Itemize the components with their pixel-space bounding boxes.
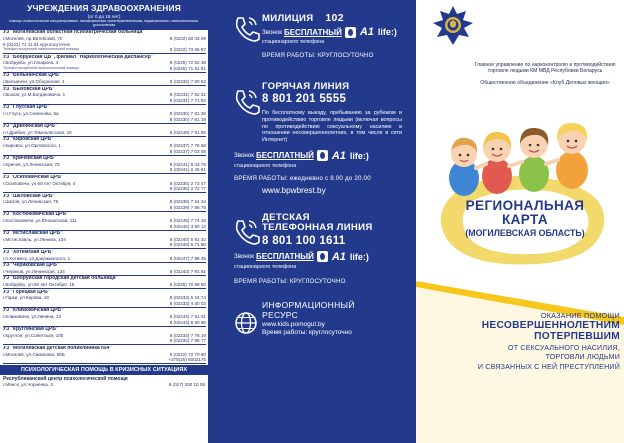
institution-note: Телефон экстренной психологической помощи	[3, 47, 80, 52]
institution-entry	[3, 124, 206, 137]
institution-name: УЗ "Дрибинская ЦРБ"	[3, 124, 58, 130]
institution-phone[interactable]: 8 (02245) 7 74 16	[169, 218, 206, 224]
institution-phone[interactable]: 8 (02232) 7 00 62	[169, 79, 206, 85]
hotline-block	[234, 81, 402, 195]
institution-entry	[3, 174, 206, 193]
free-prefix: Звонок	[234, 152, 254, 160]
institution-name: УЗ "Костюковичская ЦРБ"	[3, 212, 69, 218]
institution-address: г.Климовичи, ул.Ленина, 12	[3, 314, 62, 320]
institution-name: УЗ "Хотимская ЦРБ"	[3, 249, 54, 255]
a1-logo: A1	[359, 26, 374, 38]
children-illustration-icon	[442, 118, 602, 206]
map-title: КАРТА	[502, 212, 548, 227]
institution-phone[interactable]: 8 (02230) 7 81 19	[169, 116, 206, 122]
institution-note-phone[interactable]: 8 (0222) 73 65 97	[169, 47, 206, 53]
free-word: БЕСПЛАТНЫЙ	[255, 252, 314, 262]
info-block	[234, 301, 402, 337]
police-number[interactable]: 102	[325, 12, 344, 24]
institutions-title: УЧРЕЖДЕНИЯ ЗДРАВООХРАНЕНИЯ	[27, 3, 181, 13]
institution-entry	[3, 263, 206, 276]
life-logo: life:)	[349, 150, 369, 161]
institution-phone[interactable]: 8 (0225) 72 52 38	[169, 60, 206, 66]
institution-address: г.Могилев, пр.Витебский, 70	[3, 36, 63, 42]
statnet-note: стационарного телефона	[234, 162, 297, 169]
institution-address: г.Бобруйск, ул.Гагарина, 4	[3, 60, 59, 66]
institution-phone[interactable]: 8 (0222) 60 43 09	[169, 36, 206, 42]
mts-logo-icon	[317, 251, 328, 262]
institution-name: УЗ "Горецкая ЦРБ"	[3, 289, 51, 295]
region-name: (МОГИЛЕВСКАЯ ОБЛАСТЬ)	[465, 228, 585, 239]
institution-name: УЗ "Мстиславская ЦРБ"	[3, 231, 63, 237]
hotline-description: По бесплатному выезду, пребыванию за рубежом и противодействию торговле людьми (включая вопросы по противодействию сексуальному насилию в отношении несовершеннолетних, в том числе в сети Интернет)	[262, 110, 402, 143]
institution-phone[interactable]: 8 (02235) 2 73 47	[169, 180, 206, 186]
mts-logo-icon	[345, 27, 356, 38]
institution-address: г.Круглое, ул.Советская, 105	[3, 332, 64, 338]
phone-icon	[232, 14, 260, 42]
institution-entry	[3, 289, 206, 308]
hotline-title: ГОРЯЧАЯ ЛИНИЯ	[262, 81, 350, 92]
hotline-number[interactable]: 8 801 201 5555	[262, 93, 347, 105]
institution-address: г.Бобруйск, ул.50 лет Октября, 15	[3, 282, 75, 288]
statnet-note: стационарного телефона	[262, 39, 325, 45]
life-logo: life:)	[377, 27, 397, 37]
free-prefix: Звонок	[262, 28, 282, 36]
life-logo: life:)	[349, 251, 369, 262]
hotline-url[interactable]: www.bpwbrest.by	[262, 185, 326, 195]
institution-name: УЗ "Шкловская ЦРБ"	[3, 193, 56, 199]
institution-name: УЗ "Глусская ЦРБ"	[3, 105, 50, 111]
institution-phone[interactable]: 8 (02234) 7 68 77	[169, 338, 206, 344]
institution-address: г.Могилев, ул.Симонова, 55Б	[3, 351, 65, 357]
crisis-entry	[0, 375, 208, 389]
help-line-5: ТОРГОВЛИ ЛЮДЬМИ	[545, 353, 620, 362]
help-line-3: ПОТЕРПЕВШИМ	[534, 331, 620, 343]
institution-phone[interactable]: 8 (02244) 7 61 01	[169, 314, 206, 320]
free-word: БЕСПЛАТНЫЙ	[255, 151, 314, 161]
police-title: МИЛИЦИЯ	[262, 13, 314, 24]
info-hours: Время работы: круглосуточно	[262, 329, 352, 337]
institution-name: УЗ "Могилевская областная психиатрическая больница"	[3, 30, 145, 36]
institutions-age: (от 0 до 18 лет)	[87, 14, 121, 19]
institution-address: г.Шклов, ул.Ленинская, 78	[3, 199, 59, 205]
institution-phone[interactable]: 8 (02241) 6 46 61	[169, 167, 206, 173]
institution-phone[interactable]: 8 (0225) 70 99 60	[169, 282, 206, 288]
institution-name: УЗ "Бобруйская ЦБ", филиал "Наркологический диспансер"	[3, 54, 154, 60]
institution-entry	[3, 212, 206, 231]
a1-logo: A1	[331, 149, 346, 162]
institution-name: УЗ "Бобруйская городская детская больница"	[3, 276, 118, 282]
org-main: Главное управление по наркоконтролю и противодействию торговле людьми КМ МВД Республики Беларусь	[474, 62, 616, 75]
institution-entry	[3, 249, 206, 262]
institution-phone[interactable]: 8 (02245) 3 50 12	[169, 223, 206, 229]
help-line-6: И СВЯЗАННЫХ С НЕЙ ПРЕСТУПЛЕНИЙ	[477, 362, 620, 371]
institution-extra: 8 (0222) 71 11 61 круглосуточно	[3, 41, 71, 47]
institution-address: г.Кировск, ул.Орловского, 1	[3, 143, 61, 149]
institution-phone[interactable]: 8 (02237) 7 03 08	[169, 148, 206, 154]
institution-entry	[3, 73, 206, 86]
institution-phone[interactable]: 8 (02248) 7 91 55	[169, 129, 206, 135]
org-partner: Общественное объединение «Клуб Деловых женщин»	[480, 79, 610, 86]
police-block	[234, 12, 402, 59]
mts-logo-icon	[317, 150, 328, 161]
regional-title: РЕГИОНАЛЬНАЯ	[465, 198, 585, 213]
institution-note: Телефон экстренной психологической помощи	[3, 65, 80, 70]
institution-name: УЗ "Чериковская ЦРБ"	[3, 263, 60, 269]
institution-phone[interactable]: 8 (02231) 7 71 83	[169, 97, 206, 103]
institution-name: УЗ "Кричевская ЦРБ"	[3, 156, 57, 162]
cover-panel	[416, 0, 624, 443]
crisis-title: ПСИХОЛОГИЧЕСКАЯ ПОМОЩЬ В КРИЗИСНЫХ СИТУАЦИЯХ	[0, 365, 208, 375]
institution-entry	[3, 137, 206, 156]
institution-phone[interactable]: 8 (02244) 6 90 96	[169, 319, 206, 325]
institution-name: УЗ "Быховская ЦРБ"	[3, 86, 55, 92]
institution-address: г.Мстиславль, ул.Ленина, 104	[3, 236, 66, 242]
institution-phone[interactable]: 8 (02237) 7 76 68	[169, 143, 206, 149]
institution-phone[interactable]: 8 (0222) 72 70 60	[169, 351, 206, 357]
institution-address: г.Кричев, ул.Ленинская, 70	[3, 161, 60, 167]
info-title-2: РЕСУРС	[262, 309, 299, 320]
institution-phone[interactable]: 8 (02230) 7 81 35	[169, 111, 206, 117]
institution-address: г.Осиповичи, ул.60 лет Октября, 4	[3, 180, 76, 186]
institution-address: г.Чериков, ул.Ленинская, 134	[3, 268, 65, 274]
institution-name: УЗ "Могилевская детская поликлиника №4"	[3, 345, 112, 351]
institutions-list	[0, 30, 208, 364]
institution-address: г.п.Дрибин, ул.Темнолесская, 16	[3, 129, 72, 135]
institution-phone[interactable]: 8 (02243) 7 91 51	[169, 268, 206, 274]
institution-name: УЗ "Белыничская ЦРБ"	[3, 73, 62, 79]
children-line-block	[234, 213, 402, 285]
institution-phone[interactable]: 8 (02239) 7 64 34	[169, 199, 206, 205]
info-url[interactable]: www.kids.pomogut.by	[262, 321, 325, 329]
institution-address: г.п.Хотимск, ул.Дзержинского, 1	[3, 255, 71, 261]
institution-entry	[3, 327, 206, 346]
institution-address: г.п.Глуск, ул.Семенова, 5а	[3, 111, 59, 117]
institution-address: г.Белыничи, ул.Оборонная, 1	[3, 79, 65, 85]
institution-phone[interactable]: 8 (02234) 7 76 19	[169, 332, 206, 338]
help-line-4: ОТ СЕКСУАЛЬНОГО НАСИЛИЯ,	[508, 343, 620, 352]
institutions-subtitle: помощь: психологическое консультирование, психиатрическая, психотерапевтическая, педиатрическая, гинекологическая, урологическая	[9, 19, 199, 27]
phone-icon	[232, 217, 260, 245]
institution-address: г.Быхов, ул.М.Богдановича, 1	[3, 92, 66, 98]
hotline-hours: ВРЕМЯ РАБОТЫ: ежедневно с 8.00 до 20.00	[234, 174, 371, 182]
institution-name: УЗ "Круглянская ЦРБ"	[3, 327, 59, 333]
institution-address: г.Костюковичи, ул.Юношеская, 111	[3, 218, 77, 224]
institution-entry	[3, 86, 206, 105]
health-institutions-panel	[0, 0, 208, 443]
institutions-header	[0, 0, 208, 30]
institution-entry	[3, 345, 206, 364]
institution-entry	[3, 193, 206, 212]
institution-phone[interactable]: 8 (02241) 6 43 76	[169, 161, 206, 167]
institution-phone[interactable]: 8 (02239) 7 86 76	[169, 204, 206, 210]
free-word: БЕСПЛАТНЫЙ	[283, 27, 342, 37]
children-hours: ВРЕМЯ РАБОТЫ: КРУГЛОСУТОЧНО	[234, 277, 346, 285]
institution-entry	[3, 308, 206, 327]
crisis-address: г.Минск, ул.Чорненка, 3	[3, 382, 53, 388]
institution-phone[interactable]: 8 (02233) 6 24 74	[169, 295, 206, 301]
institution-name: УЗ "Климовичская ЦРБ"	[3, 308, 64, 314]
institution-entry	[3, 276, 206, 289]
globe-icon	[232, 309, 260, 337]
institution-phone[interactable]: 8 (02240) 5 71 80	[169, 242, 206, 248]
institution-entry	[3, 30, 206, 54]
police-hours: ВРЕМЯ РАБОТЫ: КРУГЛОСУТОЧНО	[262, 52, 374, 59]
institution-phone[interactable]: 8 (02231) 7 82 31	[169, 92, 206, 98]
institution-address: г.Горки, ул.Кирова, 16	[3, 295, 49, 301]
help-line-1: ОКАЗАНИЕ ПОМОЩИ	[540, 311, 620, 320]
institution-entry	[3, 54, 206, 73]
institution-name: УЗ "Кировская ЦРБ"	[3, 137, 54, 143]
institution-phone[interactable]: +375(25) 5002175	[168, 357, 206, 363]
institution-entry	[3, 156, 206, 175]
a1-logo: A1	[331, 250, 346, 263]
institution-note-phone[interactable]: 8 (0225) 71 61 61	[169, 65, 206, 71]
police-emblem-icon	[431, 5, 475, 47]
statnet-note: стационарного телефона	[234, 263, 297, 270]
children-title-2: ТЕЛЕФОННАЯ ЛИНИЯ	[262, 222, 373, 234]
institution-name: УЗ "Осиповичская ЦРБ"	[3, 174, 64, 180]
crisis-phone: 8 (017) 300 10 06	[168, 382, 205, 388]
info-title-1: ИНФОРМАЦИОННЫЙ	[262, 299, 355, 310]
children-number[interactable]: 8 801 100 1611	[262, 234, 346, 247]
crisis-name: Республиканский центр психологической помощи	[3, 376, 128, 383]
institution-phone[interactable]: 8 (02247) 7 88 45	[169, 255, 206, 261]
institution-phone[interactable]: 8 (02235) 2 72 77	[169, 186, 206, 192]
institution-entry	[3, 105, 206, 124]
hotlines-panel	[208, 0, 416, 443]
free-prefix: Звонок	[234, 253, 254, 261]
institution-phone[interactable]: 8 (02240) 5 91 32	[169, 236, 206, 242]
phone-icon	[232, 87, 260, 115]
help-line-2: НЕСОВЕРШЕННОЛЕТНИМ	[481, 320, 620, 331]
children-title-1: ДЕТСКАЯ	[262, 211, 310, 223]
institution-entry	[3, 231, 206, 250]
institution-phone[interactable]: 8 (02233) 4 30 03	[169, 300, 206, 306]
